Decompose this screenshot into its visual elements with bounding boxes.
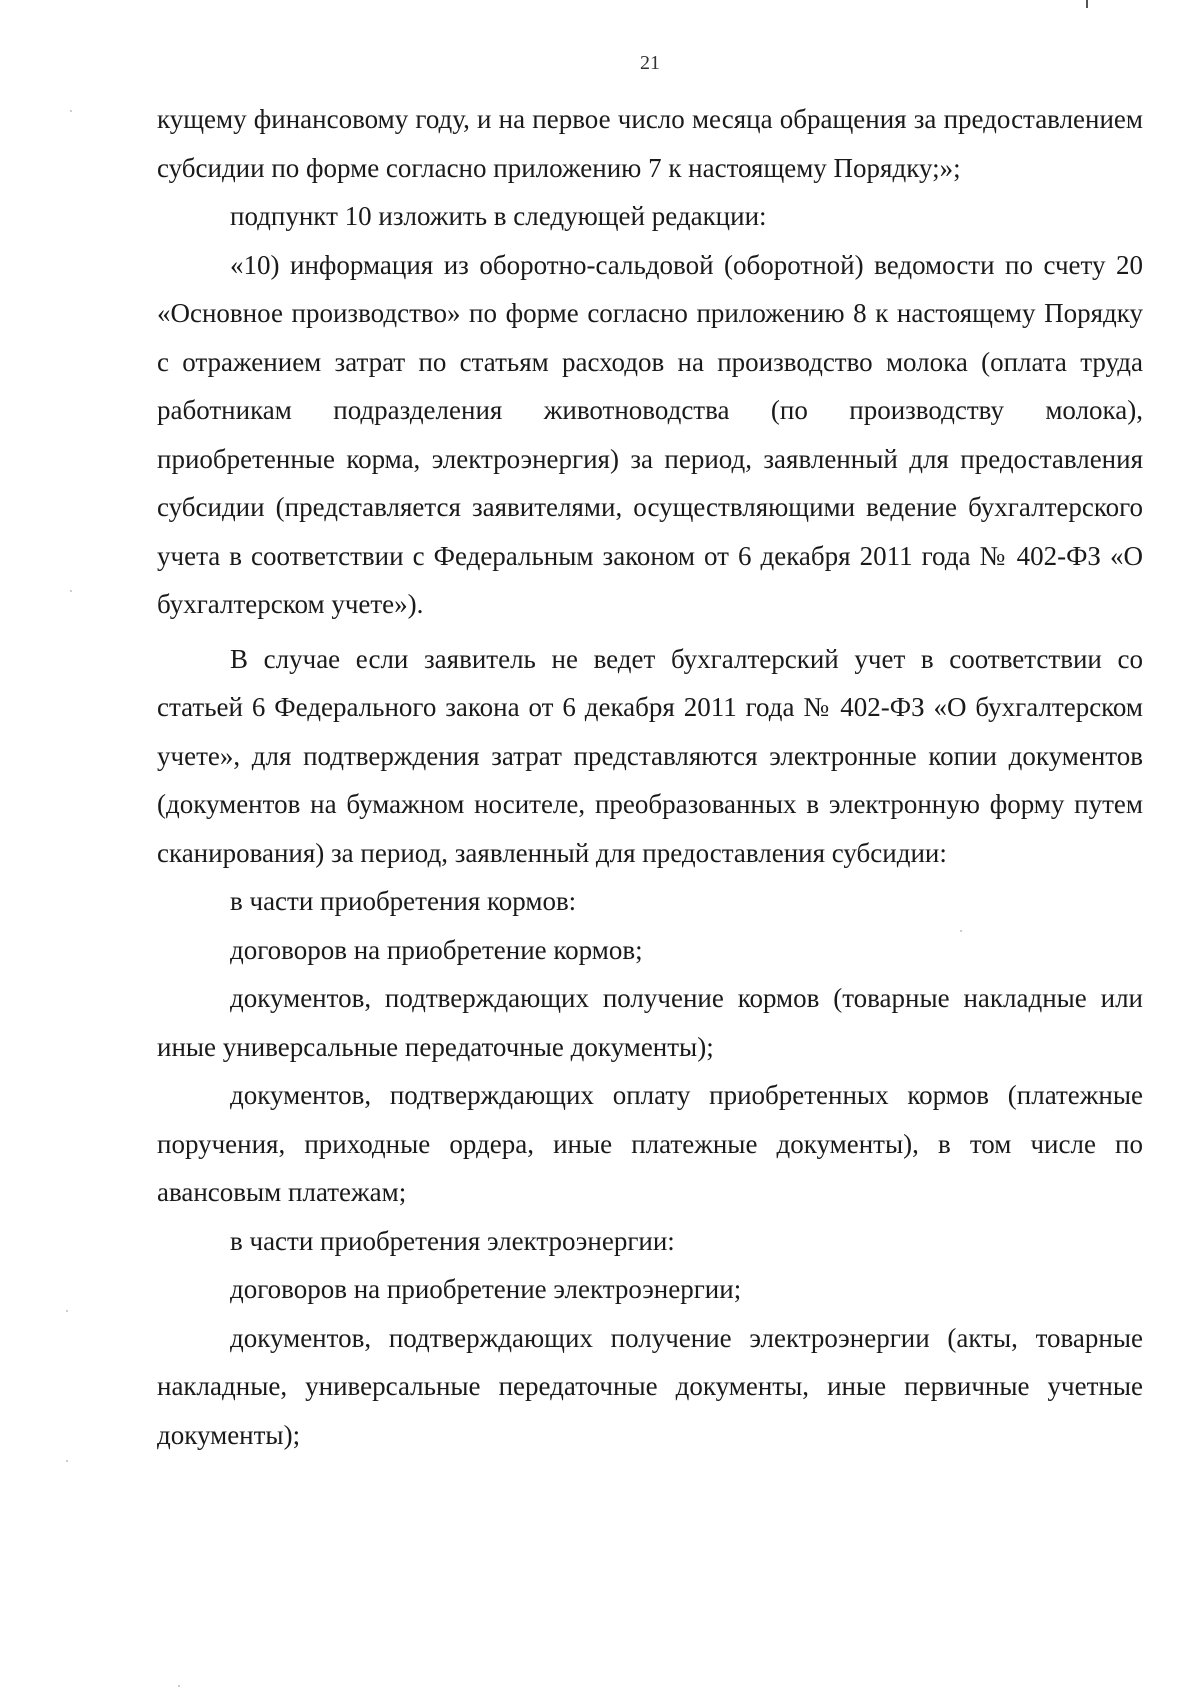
paragraph-no-accounting-case: В случае если заявитель не ведет бухгалтерский учет в соответствии со статьей 6 Федерального закона от 6 декабря 2011 года № 402-ФЗ «О бухгалтерском учете», для подтверждения затрат представляются электронные копии документов (документов на бумажном носителе, преобразованных в электронную форму путем сканирования) за период, заявленный для предоставления субсидии:	[157, 643, 1143, 868]
scan-speck	[66, 1460, 68, 1462]
paragraph-subitem-instruction: подпункт 10 изложить в следующей редакции:	[230, 201, 767, 231]
paragraph-continuation: кущему финансовому году, и на первое число месяца обращения за предоставлением субсидии по форме согласно приложению 7 к настоящему Порядку;»;	[157, 104, 1143, 183]
scan-speck	[178, 1685, 180, 1687]
scan-edge-mark	[1086, 0, 1088, 8]
document-body	[157, 95, 1143, 1459]
paragraph-feed-payment-docs: документов, подтверждающих оплату приобретенных кормов (платежные поручения, приходные ордера, иные платежные документы), в том числе по авансовым платежам;	[157, 1080, 1143, 1207]
paragraph-electricity-heading: в части приобретения электроэнергии:	[230, 1225, 675, 1256]
scan-speck	[70, 590, 72, 592]
paragraph-electricity-contracts: договоров на приобретение электроэнергии;	[230, 1274, 742, 1304]
scan-speck	[960, 930, 962, 932]
scan-speck	[70, 110, 72, 112]
paragraph-subitem-10: «10) информация из оборотно-сальдовой (оборотной) ведомости по счету 20 «Основное производство» по форме согласно приложению 8 к настоящему Порядку с отражением затрат по статьям расходов на производство молока (оплата труда работникам подразделения животноводства (по производству молока), приобретенные корма, электроэнергия) за период, заявленный для предоставления субсидии (представляется заявителями, осуществляющими ведение бухгалтерского учета в соответствии с Федеральным законом от 6 декабря 2011 года № 402-ФЗ «О бухгалтерском учете»).	[157, 249, 1143, 619]
paragraph-feed-receipt-docs: документов, подтверждающих получение кормов (товарные накладные или иные универсальные передаточные документы);	[157, 983, 1143, 1062]
paragraph-electricity-receipt-docs: документов, подтверждающих получение электроэнергии (акты, товарные накладные, универсальные передаточные документы, иные первичные учетные документы);	[157, 1322, 1143, 1450]
paragraph-feed-contracts: договоров на приобретение кормов;	[230, 934, 643, 965]
scan-speck	[66, 1310, 68, 1312]
paragraph-feed-heading: в части приобретения кормов:	[230, 886, 577, 916]
page-number: 21	[640, 52, 660, 74]
